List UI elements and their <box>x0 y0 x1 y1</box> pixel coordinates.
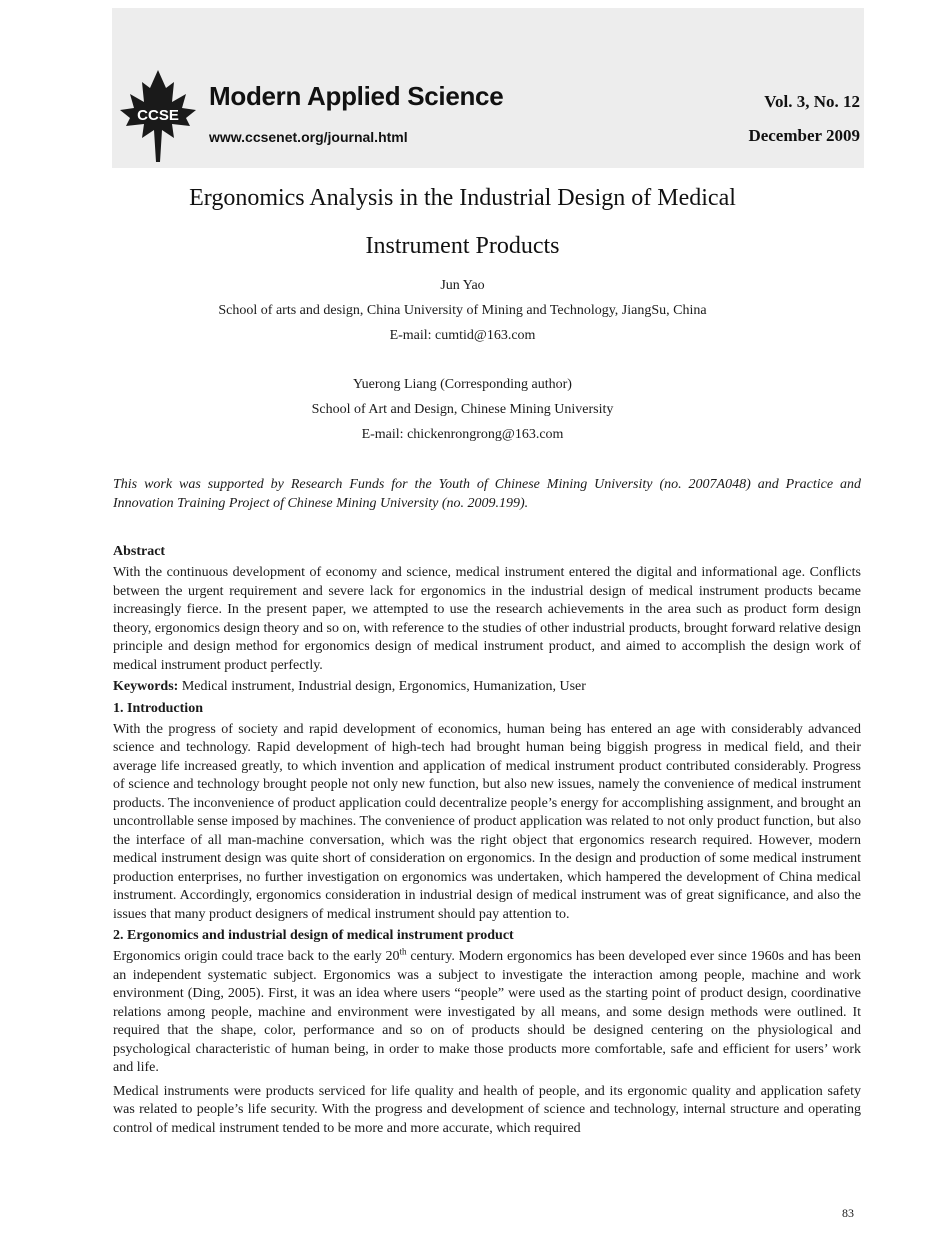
paper-title-line2: Instrument Products <box>365 233 560 259</box>
journal-banner <box>112 8 864 168</box>
section1-text: With the progress of society and rapid development of economics, human being has entered an age with considerably advanced science and technology. Rapid development of high-tech had brought human being biggish progress in medical field, and their average life increased greatly, to which invention and application of medical instrument product contributed considerably. Progress of science and technology brought people not only new function, but also new issues, namely the convenience of medical instrument products. The inconvenience of product application could decentralize people’s energy for accomplishing assignment, and brought an uncontrollable sense imposed by machines. The convenience of product application was related to not only product function, but also the interface of all man-machine conversation, which was the right object that ergonomics research required. However, modern medical instrument design was quite short of consideration on ergonomics. In the design and production of some medical instrument production enterprises, no further investigation on ergonomics was undertaken, which hampered the development of China medical instrument. Accordingly, ergonomics consideration in industrial design of medical instrument was of great significance, and also the issues that many product designers of medical instrument should pay attention to. <box>113 721 861 922</box>
section2-heading: 2. Ergonomics and industrial design of medical instrument product <box>113 928 514 943</box>
paper-title-line1: Ergonomics Analysis in the Industrial Design of Medical <box>189 185 736 211</box>
keywords-label: Keywords: <box>113 679 179 694</box>
journal-title: Modern Applied Science <box>209 81 504 111</box>
author2-name: Yuerong Liang (Corresponding author) <box>353 377 572 392</box>
author1-affiliation: School of arts and design, China University of Mining and Technology, JiangSu, China <box>218 303 707 318</box>
volume-info: Vol. 3, No. 12 <box>764 92 860 111</box>
paper-body <box>113 543 861 1143</box>
abstract-text: With the continuous development of economy and science, medical instrument entered the digital and informational age. Conflicts between the urgent requirement and severe lack for ergonomics in the industrial design of medical instrument products became increasingly fierce. In the present paper, we attempted to use the research achievements in the area such as product form design theory, ergonomics design theory and so on, with reference to the studies of other industrial products, brought forward relative design principle and design method for ergonomics design of medical instrument product, and aimed to accomplish the design work of medical instrument product perfectly. <box>113 565 861 673</box>
section2-paragraph2: Medical instruments were products serviced for life quality and health of people, and its ergonomic quality and application safety was related to people’s life security. With the progress and development of science and technology, internal structure and operating control of medical instrument tended to be more and more accurate, which required <box>113 1083 861 1136</box>
issue-date: December 2009 <box>748 126 860 145</box>
keywords <box>113 678 861 697</box>
logo-text: CCSE <box>137 107 179 124</box>
author2-email: E-mail: chickenrongrong@163.com <box>361 427 564 442</box>
section2-paragraph1: Ergonomics origin could trace back to the early 20th century. Modern ergonomics has been developed ever since 1960s and has been an independent systematic subject. Ergonomics was a subject to investigate the interaction among people, machine and work environment (Ding, 2005). First, it was an idea where users “people” were used as the starting point of product design, coordinative relations among people, machine and environment were investigated by all means, and some design methods were outlined. It required that the shape, color, performance and so on of products should be designed centering on the physiological and psychological characteristic of human being, in order to make those products more comfortable, safe and efficient for users’ work and life. <box>113 946 862 1075</box>
funding-note: This work was supported by Research Funds for the Youth of Chinese Mining University (no. 2007A048) and Practice and Innovation Training Project of Chinese Mining University (no. 2009.199). <box>113 477 861 511</box>
section1-heading: 1. Introduction <box>113 700 203 716</box>
author1-email: E-mail: cumtid@163.com <box>389 328 536 343</box>
author2-affiliation: School of Art and Design, Chinese Mining University <box>311 402 614 417</box>
journal-url: www.ccsenet.org/journal.html <box>209 129 408 145</box>
abstract-heading: Abstract <box>113 544 166 559</box>
page-number: 83 <box>842 1206 854 1220</box>
author1-name: Jun Yao <box>440 278 485 293</box>
keywords-list: Medical instrument, Industrial design, Ergonomics, Humanization, User <box>178 679 586 694</box>
maple-leaf-logo <box>116 68 200 164</box>
